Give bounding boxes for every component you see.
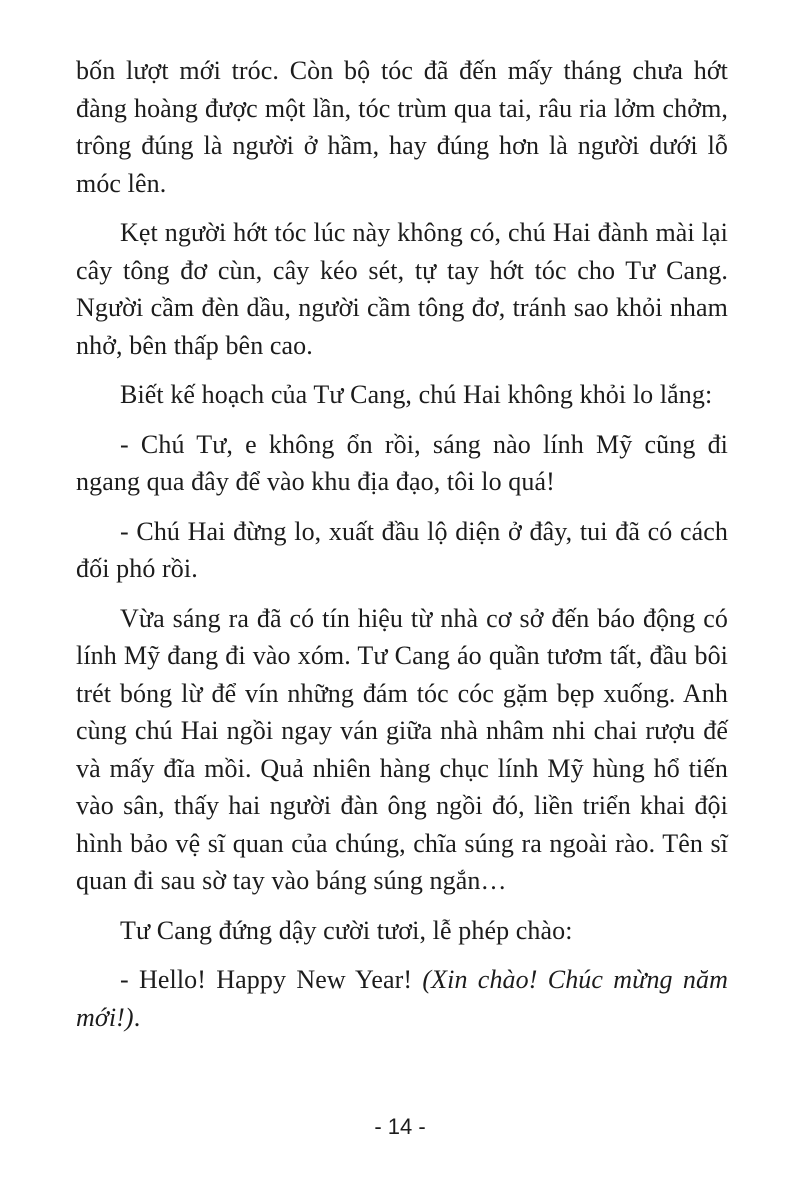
dialogue-line-1: - Chú Tư, e không ổn rồi, sáng nào lính Mỹ cũng đi ngang qua đây để vào khu địa đạo, tôi lo quá! bbox=[76, 429, 728, 496]
paragraph-greeting-intro: Tư Cang đứng dậy cười tươi, lễ phép chào: bbox=[120, 915, 573, 945]
dialogue-line-3 bbox=[76, 961, 728, 1036]
greeting-translation: (Xin chào! Chúc mừng năm mới!) bbox=[76, 965, 728, 1032]
greeting-end: . bbox=[133, 1002, 141, 1032]
paragraph-haircut: Kẹt người hớt tóc lúc này không có, chú Hai đành mài lại cây tông đơ cùn, cây kéo sét, tự tay hớt tóc cho Tư Cang. Người cầm đèn dầu, người cầm tông đơ, tránh sao khỏi nham nhở, bên thấp bên cao. bbox=[76, 218, 728, 360]
page-number: - 14 - bbox=[374, 1114, 426, 1139]
greeting-english: - Hello! Happy New Year! bbox=[120, 965, 423, 994]
dialogue-line-2: - Chú Hai đừng lo, xuất đầu lộ diện ở đây, tui đã có cách đối phó rồi. bbox=[76, 516, 728, 583]
page-body bbox=[76, 52, 728, 1048]
paragraph-soldiers-arrive: Vừa sáng ra đã có tín hiệu từ nhà cơ sở đến báo động có lính Mỹ đang đi vào xóm. Tư Cang áo quần tươm tất, đầu bôi trét bóng lừ để vín những đám tóc cóc gặm bẹp xuống. Anh cùng chú Hai ngồi ngay ván giữa nhà nhâm nhi chai rượu đế và mấy đĩa mồi. Quả nhiên hàng chục lính Mỹ hùng hổ tiến vào sân, thấy hai người đàn ông ngồi đó, liền triển khai đội hình bảo vệ sĩ quan của chúng, chĩa súng ra ngoài rào. Tên sĩ quan đi sau sờ tay vào báng súng ngắn… bbox=[76, 603, 728, 895]
paragraph-continuation: bốn lượt mới tróc. Còn bộ tóc đã đến mấy tháng chưa hớt đàng hoàng được một lần, tóc trùm qua tai, râu ria lởm chởm, trông đúng là người ở hầm, hay đúng hơn là người dưới lỗ móc lên. bbox=[76, 56, 728, 198]
paragraph-worry: Biết kế hoạch của Tư Cang, chú Hai không khỏi lo lắng: bbox=[120, 380, 713, 409]
